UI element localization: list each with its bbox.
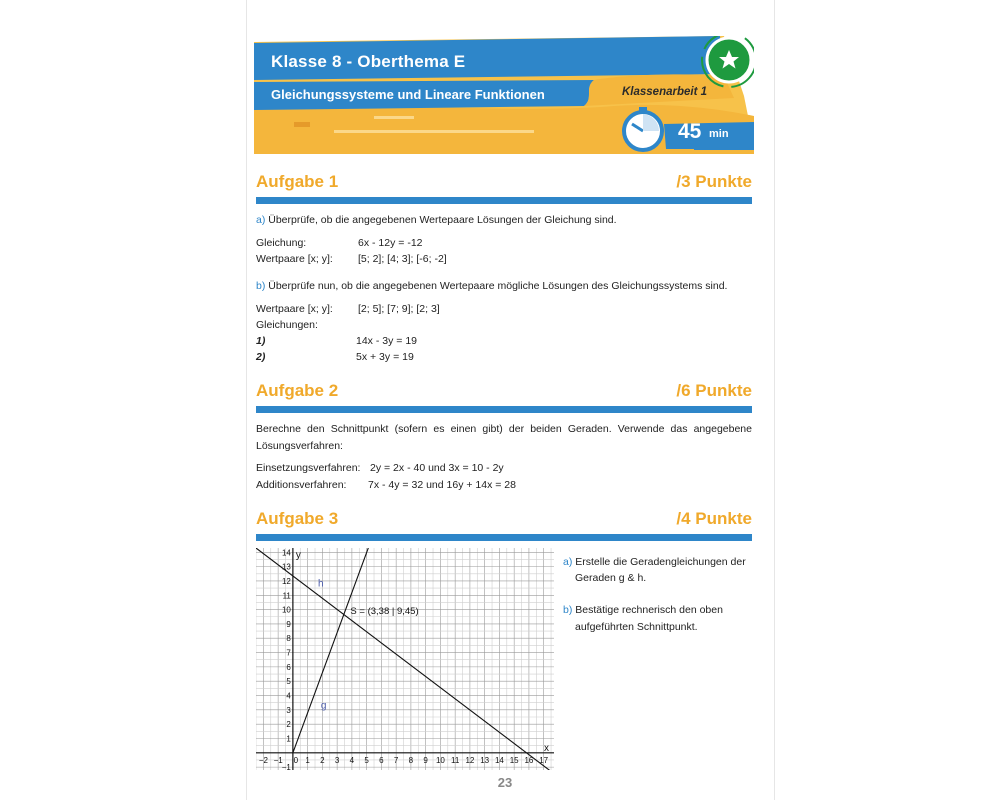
x-axis-label: x xyxy=(544,742,549,754)
method2-label: Additionsverfahren: xyxy=(256,479,347,491)
banner-subtitle: Gleichungssysteme und Lineare Funktionen xyxy=(271,87,545,102)
task3-a-body: Erstelle die Geradengleichungen der xyxy=(572,556,746,568)
x-tick-label: 2 xyxy=(320,755,325,765)
equation-label: Gleichung: xyxy=(256,237,307,249)
task2-points: /6 Punkte xyxy=(676,381,752,400)
x-tick-label: 9 xyxy=(423,755,428,765)
x-tick-label: 0 xyxy=(293,755,299,765)
x-tick-label: 15 xyxy=(509,755,519,765)
exam-label: Klassenarbeit 1 xyxy=(622,86,708,98)
x-tick-label: 16 xyxy=(524,755,534,765)
page-edge-left xyxy=(246,0,247,800)
x-tick-label: 4 xyxy=(349,755,355,765)
duration-value: 45 xyxy=(678,120,702,143)
task1-title: Aufgabe 1 xyxy=(256,172,339,191)
y-tick-label: 6 xyxy=(286,662,291,672)
equation1: 14x - 3y = 19 xyxy=(356,335,417,347)
task3-b-line2: aufgeführten Schnittpunkt. xyxy=(575,621,698,633)
y-tick-label: 11 xyxy=(282,591,291,601)
header-banner xyxy=(254,36,754,154)
task2-divider xyxy=(256,406,752,413)
intersection-label: S = (3,38 | 9,45) xyxy=(350,605,419,617)
y-tick-label: 14 xyxy=(281,548,291,558)
equations-label: Gleichungen: xyxy=(256,319,318,331)
line-label-h: h xyxy=(317,578,324,590)
y-tick-label: 1 xyxy=(286,734,291,744)
pairs-value: [5; 2]; [4; 3]; [-6; -2] xyxy=(358,253,447,265)
x-tick-label: 10 xyxy=(435,755,445,765)
task2-intro: Berechne den Schnittpunkt (sofern es einen gibt) der beiden Geraden. Verwende das angegebene Lösungsverfahren: xyxy=(256,423,752,452)
y-tick-label: 8 xyxy=(286,634,291,644)
pairs-label: Wertpaare [x; y]: xyxy=(256,253,333,265)
x-tick-label: 14 xyxy=(494,755,504,765)
x-tick-label: 8 xyxy=(408,755,414,765)
task1-a-label: a) xyxy=(256,214,266,226)
task3-points: /4 Punkte xyxy=(676,509,752,528)
task3-b-label: b) xyxy=(563,604,573,616)
x-tick-label: 13 xyxy=(480,755,490,765)
y-tick-label: 9 xyxy=(286,619,291,629)
equation1-number: 1) xyxy=(256,335,266,347)
y-tick-label: 5 xyxy=(286,677,291,687)
line-label-g: g xyxy=(320,700,327,712)
method1-value: 2y = 2x - 40 und 3x = 10 - 2y xyxy=(370,462,504,474)
task1-a-text xyxy=(256,214,617,226)
x-tick-label: 11 xyxy=(451,755,460,765)
x-tick-label: −1 xyxy=(273,755,283,765)
pairs2-label: Wertpaare [x; y]: xyxy=(256,303,333,315)
task2-heading xyxy=(256,381,752,413)
task3-title: Aufgabe 3 xyxy=(256,509,339,528)
x-tick-label: 3 xyxy=(334,755,340,765)
y-tick-label: 13 xyxy=(281,562,291,572)
page-number: 23 xyxy=(497,775,513,790)
task1-heading xyxy=(256,172,752,204)
line-g xyxy=(293,548,385,753)
duration-unit: min xyxy=(709,128,729,140)
task2-title: Aufgabe 2 xyxy=(256,381,339,400)
task3-b-line1 xyxy=(563,604,723,616)
task1-divider xyxy=(256,197,752,204)
task1-points: /3 Punkte xyxy=(676,172,752,191)
y-tick-label: 7 xyxy=(286,648,291,658)
equation2-number: 2) xyxy=(256,351,266,363)
y-tick-label: 2 xyxy=(286,720,291,730)
pairs2-value: [2; 5]; [7; 9]; [2; 3] xyxy=(358,303,440,315)
y-tick-label: 4 xyxy=(286,691,291,701)
banner-title: Klasse 8 - Oberthema E xyxy=(271,52,466,71)
y-tick-label: 10 xyxy=(281,605,291,615)
equation2: 5x + 3y = 19 xyxy=(356,351,414,363)
method1-label: Einsetzungsverfahren: xyxy=(256,462,361,474)
x-tick-label: 17 xyxy=(539,755,549,765)
task3-heading xyxy=(256,509,752,541)
task3-a-line1 xyxy=(563,556,746,568)
y-tick-label: −1 xyxy=(281,763,291,770)
coordinate-graph xyxy=(256,548,554,770)
task1-b-body: Überprüfe nun, ob die angegebenen Wertepaare mögliche Lösungen des Gleichungssystems sind. xyxy=(265,280,728,292)
task1-b-text xyxy=(256,280,727,292)
x-tick-label: 5 xyxy=(364,755,369,765)
page-edge-right xyxy=(774,0,775,800)
x-tick-label: 6 xyxy=(379,755,384,765)
task3-b-body: Bestätige rechnerisch den oben xyxy=(572,604,723,616)
method2-value: 7x - 4y = 32 und 16y + 14x = 28 xyxy=(368,479,516,491)
y-tick-label: 12 xyxy=(281,576,291,586)
task1-b-label: b) xyxy=(256,280,266,292)
task1-a-body: Überprüfe, ob die angegebenen Wertepaare Lösungen der Gleichung sind. xyxy=(265,214,617,226)
x-tick-label: 12 xyxy=(465,755,475,765)
x-tick-label: 1 xyxy=(305,755,310,765)
x-tick-label: 7 xyxy=(393,755,399,765)
task3-a-label: a) xyxy=(563,556,573,568)
task3-divider xyxy=(256,534,752,541)
task3-a-line2: Geraden g & h. xyxy=(575,572,647,584)
y-tick-label: 3 xyxy=(286,705,291,715)
x-tick-label: −2 xyxy=(258,755,268,765)
equation-value: 6x - 12y = -12 xyxy=(358,237,423,249)
y-axis-label: y xyxy=(295,550,301,561)
